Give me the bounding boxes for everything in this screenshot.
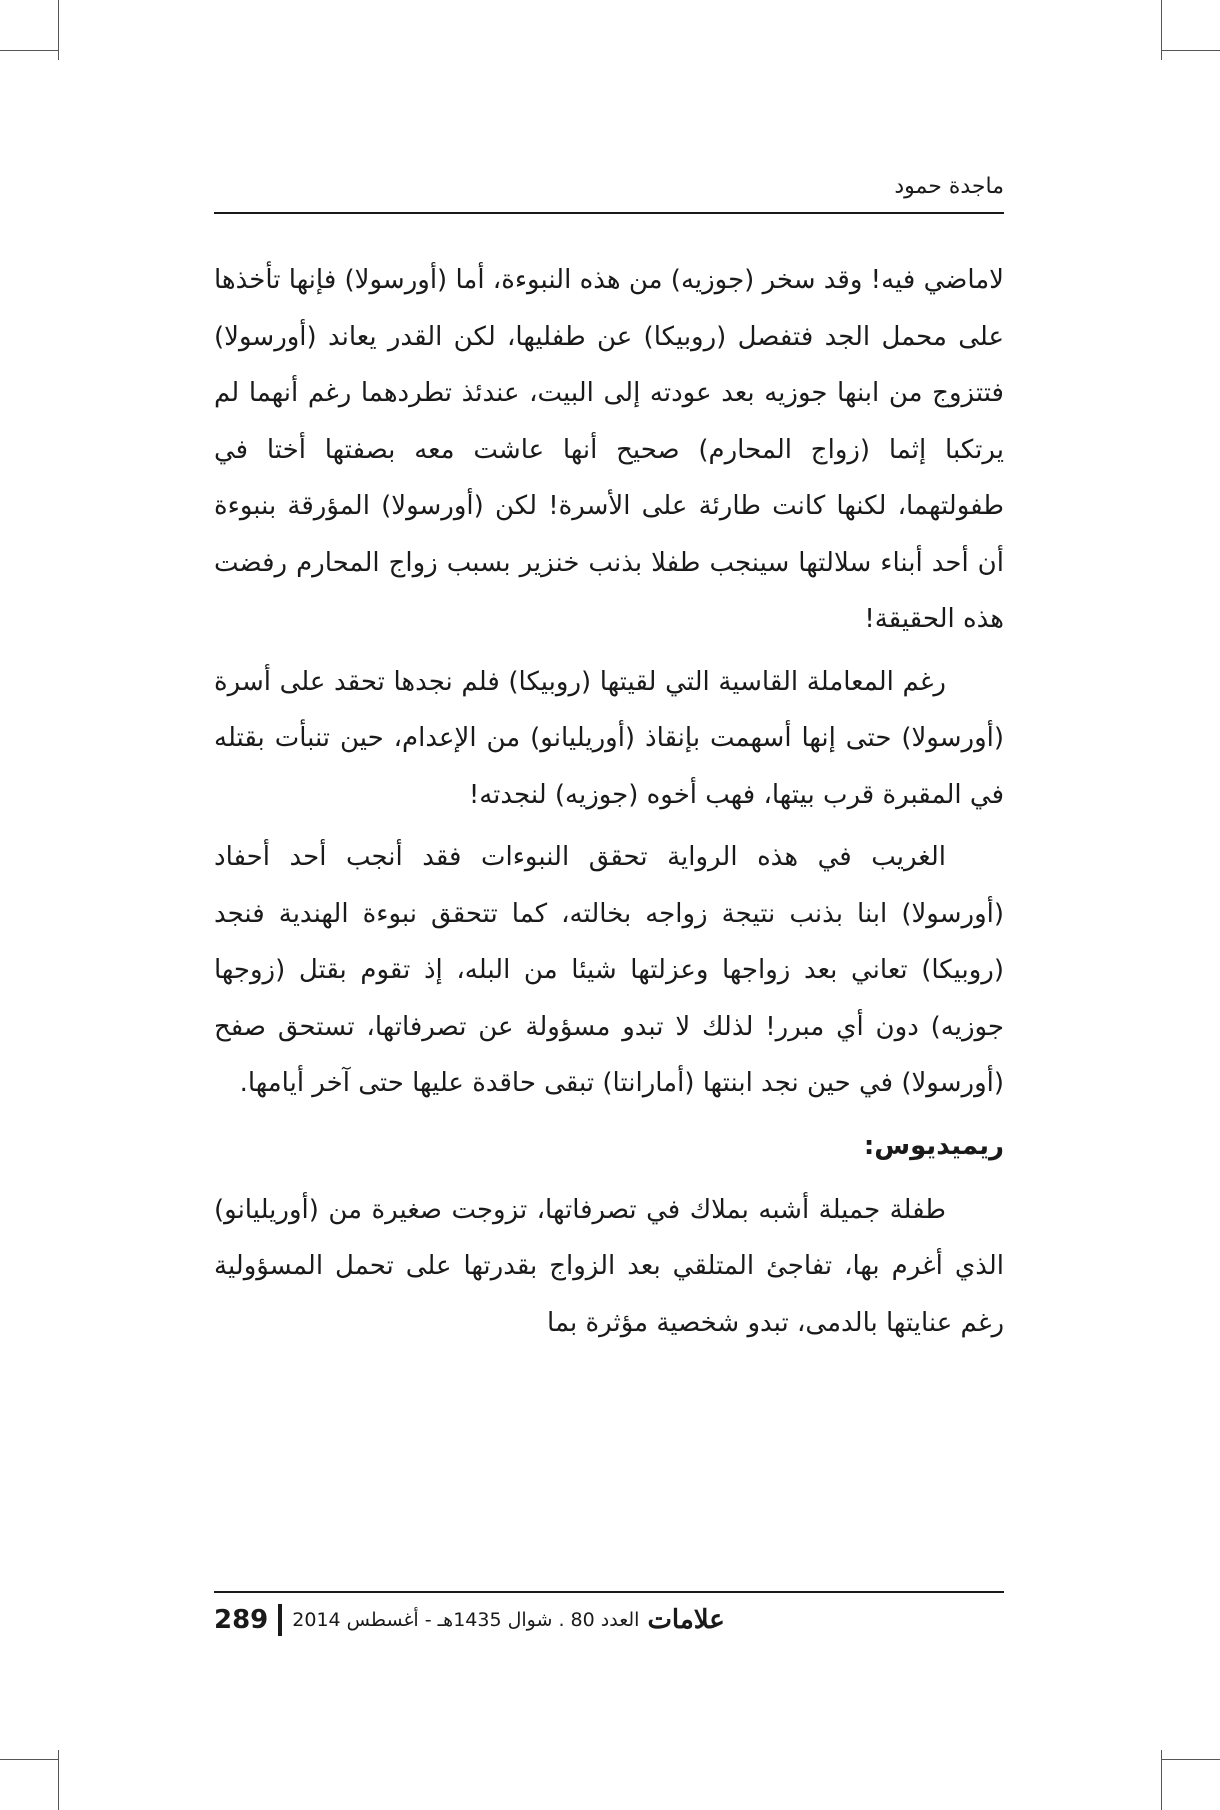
crop-mark: [1162, 50, 1220, 51]
paragraph: الغريب في هذه الرواية تحقق النبوءات فقد أنجب أحد أحفاد (أورسولا) ابنا بذنب نتيجة زواجه بخالته، كما تتحقق نبوءة الهندية فنجد (روبيكا) تعاني بعد زواجها وعزلتها شيئا من البله، إذ تقوم بقتل (زوجها جوزيه) دون أي مبرر! لذلك لا تبدو مسؤولة عن تصرفاتها، تستحق صفح (أورسولا) في حين نجد ابنتها (أمارانتا) تبقى حاقدة عليها حتى آخر أيامها.: [214, 842, 1004, 1098]
article-body: [214, 252, 1004, 1357]
crop-mark: [58, 1750, 59, 1810]
page-footer: [214, 1598, 814, 1642]
running-header-author: ماجدة حمود: [894, 174, 1004, 199]
paragraph: رغم المعاملة القاسية التي لقيتها (روبيكا) فلم نجدها تحقد على أسرة (أورسولا) حتى إنها أسهمت بإنقاذ (أوريليانو) من الإعدام، حين تنبأت بقتله في المقبرة قرب بيتها، فهب أخوه (جوزيه) لنجدته!: [214, 666, 1004, 810]
footer-divider: [278, 1604, 282, 1636]
journal-logo: علامات: [647, 1605, 725, 1635]
crop-mark: [1161, 1750, 1162, 1810]
header-rule: [214, 212, 1004, 214]
paragraph: طفلة جميلة أشبه بملاك في تصرفاتها، تزوجت صغيرة من (أوريليانو) الذي أغرم بها، تفاجئ المتلقي بعد الزواج بقدرتها على تحمل المسؤولية رغم عنايتها بالدمى، تبدو شخصية مؤثرة بما: [214, 1194, 1004, 1338]
paragraph: لاماضي فيه! وقد سخر (جوزيه) من هذه النبوءة، أما (أورسولا) فإنها تأخذها على محمل الجد فتفصل (روبيكا) عن طفليها، لكن القدر يعاند (أورسولا) فتتزوج من ابنها جوزيه بعد عودته إلى البيت، عندئذ تطردهما رغم أنهما لم يرتكبا إثما (زواج المحارم) صحيح أنها عاشت معه بصفتها أختا في طفولتهما، لكنها كانت طارئة على الأسرة! لكن (أورسولا) المؤرقة بنبوءة أن أحد أبناء سلالتها سينجب طفلا بذنب خنزير بسبب زواج المحارم رفضت هذه الحقيقة!: [214, 265, 1004, 634]
crop-mark: [0, 1759, 58, 1760]
footer-rule: [214, 1591, 1004, 1593]
crop-mark: [1161, 0, 1162, 60]
crop-mark: [0, 50, 58, 51]
section-heading: ريميديوس:: [863, 1130, 1004, 1161]
crop-mark: [1162, 1759, 1220, 1760]
issue-info: العدد 80 . شوال 1435هـ - أغسطس 2014: [292, 1609, 640, 1631]
crop-mark: [58, 0, 59, 60]
page-number: 289: [214, 1605, 269, 1635]
